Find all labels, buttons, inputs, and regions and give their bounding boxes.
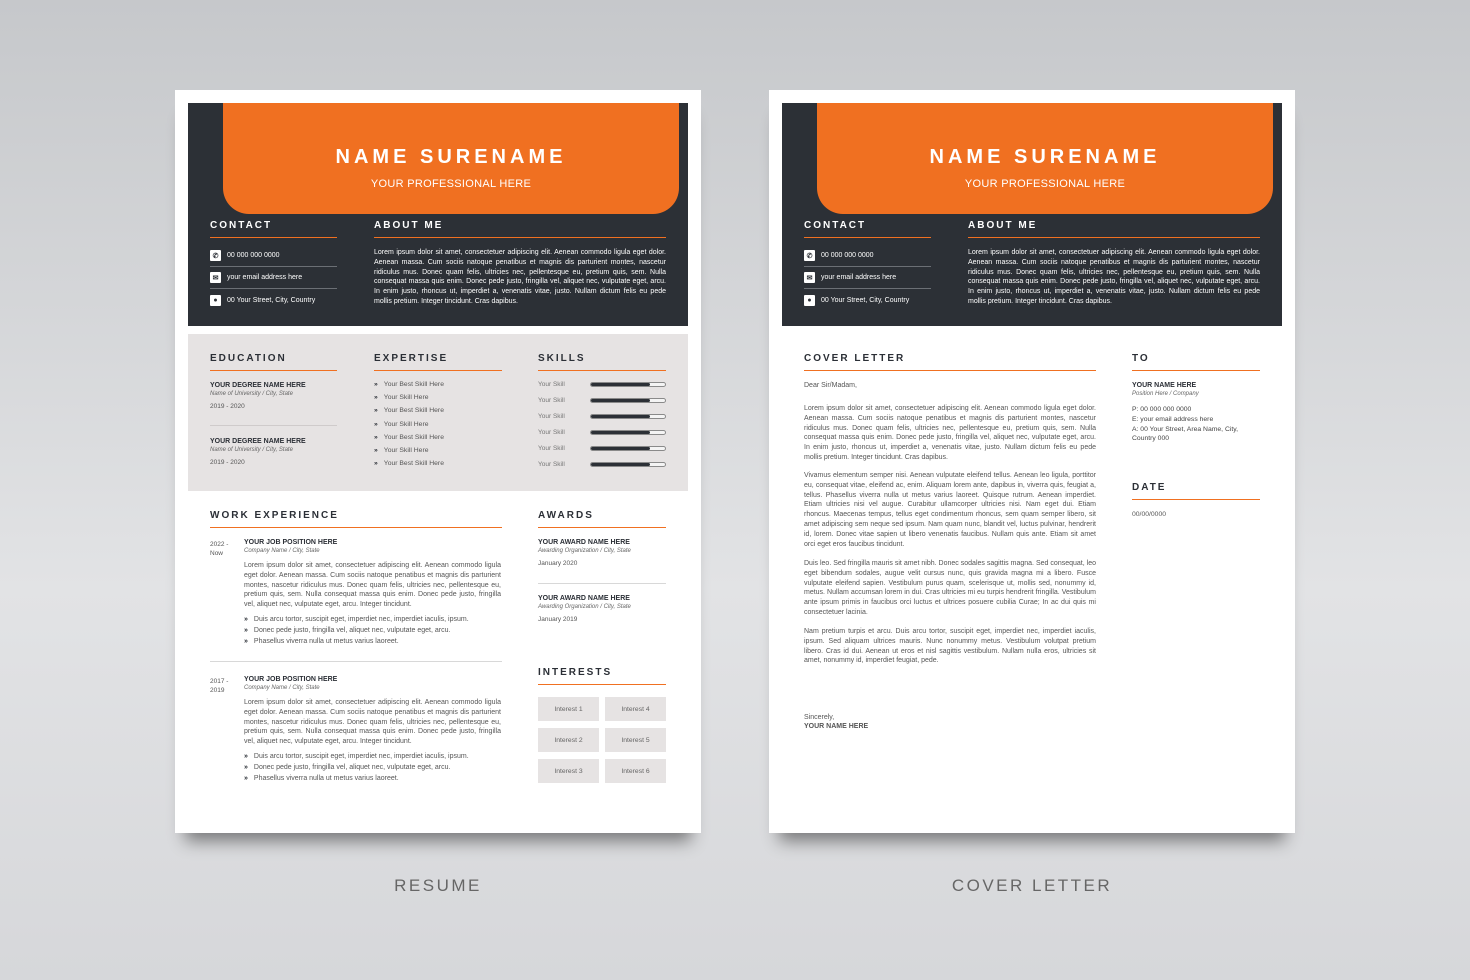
recipient-position: Position Here / Company — [1132, 391, 1199, 397]
contact-title: CONTACT — [804, 220, 931, 238]
interest-tag: Interest 6 — [605, 759, 666, 783]
signature-name: YOUR NAME HERE — [804, 723, 869, 730]
resume-sheet — [175, 90, 701, 833]
award-divider — [538, 583, 666, 584]
job-bullet: » Donec pede justo, fringilla vel, aliquet nec, vulputate eget, arcu. — [244, 763, 451, 771]
interest-tag: Interest 3 — [538, 759, 599, 783]
contact-address — [210, 289, 337, 311]
interest-tag: Interest 5 — [605, 728, 666, 752]
degree-name: YOUR DEGREE NAME HERE — [210, 438, 306, 445]
date-title: DATE — [1132, 482, 1260, 500]
award-name: YOUR AWARD NAME HERE — [538, 539, 630, 546]
to-title: TO — [1132, 353, 1260, 371]
resume-name-banner — [223, 103, 679, 214]
job-years: 2017 - 2019 — [210, 678, 229, 694]
salutation: Dear Sir/Madam, — [804, 382, 857, 389]
skill-bar — [590, 446, 666, 451]
university-name: Name of University / City, State — [210, 391, 293, 397]
award-org: Awarding Organization / City, State — [538, 604, 631, 610]
education-title: EDUCATION — [210, 353, 337, 371]
mail-icon: ✉ — [210, 272, 221, 283]
letter-paragraph: Duis leo. Sed fringilla mauris sit amet nibh. Donec sodales sagittis magna. Sed consequat, leo eget bibendum sodales, augue velit cursus nunc, quis gravida magna mi a libero. Fusce vulputate eleifend sapien. Vestibulum purus quam, scelerisque ut, mollis sed, nonummy id, metus. Nullam accumsan lorem in dui. Cras ultricies mi eu turpis hendrerit fringilla. Vestibulum ante ipsum primis in faucibus orci luctus et ultrices posuere cubilia Curae; In ac dui quis mi consectetuer lacinia. — [804, 560, 1096, 616]
job-description: Lorem ipsum dolor sit amet, consectetuer adipiscing elit. Aenean commodo ligula eget dolor. Aenean massa. Cum sociis natoque penatibus et magnis dis parturient montes, nascetur ridiculus mus. Donec quam felis, ultricies nec, pellentesque eu, pretium quis, sem. Nulla consequat massa quis enim. Donec pede justo, fringilla vel, aliquet nec, vulputate eget, arcu. Integer tincidunt. — [244, 699, 501, 746]
about-text: Lorem ipsum dolor sit amet, consectetuer adipiscing elit. Aenean commodo ligula eget dolor. Aenean massa. Cum sociis natoque penatibus et magnis dis parturient montes, nascetur ridiculus mus. Donec quam felis, ultricies nec, pellentesque eu, pretium quis, sem. Nulla consequat massa quis enim. Donec pede justo, fringilla vel, aliquet nec, vulputate eget, arcu. In enim justo, rhoncus ut, imperdiet a, venenatis vitae, justo. Nullam dictum felis eu pede mollis pretium. Integer tincidunt. Cras dapibus. — [374, 249, 666, 305]
expertise-title: EXPERTISE — [374, 353, 502, 371]
job-position: YOUR JOB POSITION HERE — [244, 539, 338, 546]
skill-row — [538, 397, 666, 413]
contact-phone-text: 00 000 000 0000 — [821, 252, 874, 259]
awards-title: AWARDS — [538, 510, 666, 528]
contact-email — [210, 267, 337, 289]
closing: Sincerely, — [804, 714, 835, 721]
degree-name: YOUR DEGREE NAME HERE — [210, 382, 306, 389]
location-pin-icon: ● — [804, 295, 815, 306]
job-years: 2022 - Now — [210, 541, 229, 557]
contact-email-text: your email address here — [227, 274, 303, 281]
cover-name-banner — [817, 103, 1273, 214]
job-entry — [244, 676, 501, 785]
letter-paragraph: Lorem ipsum dolor sit amet, consectetuer adipiscing elit. Aenean commodo ligula eget dolor. Aenean massa. Cum sociis natoque penatibus et magnis dis parturient montes, nascetur ridiculus mus. Donec quam felis, ultricies nec, pellentesque eu, pretium quis, sem. Nulla consequat massa quis enim. Donec pede justo, fringilla vel, aliquet nec, vulputate eget, arcu. In enim justo, rhoncus ut, imperdiet a, venenatis vitae, justo. Nullam dictum felis eu pede mollis pretium. Integer tincidunt. Cras dapibus. — [804, 405, 1096, 461]
phone-icon: ✆ — [210, 250, 221, 261]
interest-tag: Interest 4 — [605, 697, 666, 721]
job-entry — [244, 539, 501, 648]
letter-paragraph: Nam pretium turpis et arcu. Duis arcu tortor, suscipit eget, imperdiet nec, imperdiet iaculis, ipsum. Sed aliquam ultrices mauris. Nunc nonummy metus. Vestibulum volutpat pretium libero. Cras id dui. Aenean ut eros et nisl sagittis vestibulum. Nullam nulla eros, ultricies sit amet, nonummy id, imperdiet feugiat, pede. — [804, 628, 1096, 665]
skill-bar — [590, 462, 666, 467]
resume-name: NAME SURENAME — [335, 146, 567, 168]
job-company: Company Name / City, State — [244, 685, 320, 691]
skills-list — [538, 381, 666, 477]
mail-icon: ✉ — [804, 272, 815, 283]
contact-address-text: 00 Your Street, City, Country — [821, 296, 910, 304]
contact-email — [804, 267, 931, 289]
skill-bar — [590, 414, 666, 419]
location-pin-icon: ● — [210, 295, 221, 306]
about-title: ABOUT ME — [968, 220, 1260, 238]
interests-grid — [538, 697, 666, 783]
about-title: ABOUT ME — [374, 220, 666, 238]
job-bullet: » Duis arcu tortor, suscipit eget, imperdiet nec, imperdiet iaculis, ipsum. — [244, 752, 469, 760]
job-company: Company Name / City, State — [244, 548, 320, 554]
award-date: January 2020 — [538, 560, 578, 567]
job-description: Lorem ipsum dolor sit amet, consectetuer adipiscing elit. Aenean commodo ligula eget dolor. Aenean massa. Cum sociis natoque penatibus et magnis dis parturient montes, nascetur ridiculus mus. Donec quam felis, ultricies nec, pellentesque eu, pretium quis, sem. Nulla consequat massa quis enim. Donec pede justo, fringilla vel, aliquet nec, vulputate eget, arcu. Integer tincidunt. — [244, 562, 501, 609]
award-name: YOUR AWARD NAME HERE — [538, 595, 630, 602]
cover-letter-caption: COVER LETTER — [951, 876, 1113, 895]
interest-tag: Interest 2 — [538, 728, 599, 752]
job-bullet: » Duis arcu tortor, suscipit eget, imperdiet nec, imperdiet iaculis, ipsum. — [244, 615, 469, 623]
education-years: 2019 - 2020 — [210, 403, 245, 410]
education-item — [210, 382, 337, 410]
interest-tag: Interest 1 — [538, 697, 599, 721]
recipient-email: E: your email address here — [1132, 415, 1214, 423]
cover-letter-sheet — [769, 90, 1295, 833]
expertise-item: » Your Best Skill Here — [374, 407, 444, 415]
cover-profession: YOUR PROFESSIONAL HERE — [964, 178, 1126, 190]
contact-title: CONTACT — [210, 220, 337, 238]
work-experience-title: WORK EXPERIENCE — [210, 510, 502, 528]
skill-label: Your Skill — [538, 381, 565, 388]
job-bullets — [244, 616, 501, 648]
letter-paragraph: Vivamus elementum semper nisi. Aenean vulputate eleifend tellus. Aenean leo ligula, porttitor eu, consequat vitae, eleifend ac, enim. Aliquam lorem ante, dapibus in, viverra quis, feugiat a, tellus. Phasellus viverra nulla ut metus varius laoreet. Quisque rutrum. Aenean imperdiet. Etiam ultricies nisi vel augue. Curabitur ullamcorper ultricies nisi. Nam eget dui. Etiam rhoncus. Maecenas tempus, tellus eget condimentum rhoncus, sem quam semper libero, sit amet adipiscing sem neque sed ipsum. Nam quam nunc, blandit vel, luctus pulvinar, hendrerit id, lorem. Donec vitae sapien ut libero venenatis faucibus. Nullam quis ante. Etiam sit amet orci eget eros faucibus tincidunt. — [804, 472, 1096, 548]
expertise-list — [374, 381, 444, 473]
recipient-block — [1132, 382, 1260, 444]
job-divider — [210, 661, 502, 662]
cover-letter-title: COVER LETTER — [804, 353, 1096, 371]
skill-label: Your Skill — [538, 445, 565, 452]
skill-bar — [590, 430, 666, 435]
job-bullet: » Phasellus viverra nulla ut metus varius laoreet. — [244, 637, 399, 645]
skill-label: Your Skill — [538, 429, 565, 436]
university-name: Name of University / City, State — [210, 447, 293, 453]
contact-address-text: 00 Your Street, City, Country — [227, 296, 316, 304]
job-bullet: » Phasellus viverra nulla ut metus varius laoreet. — [244, 774, 399, 782]
skill-row — [538, 429, 666, 445]
resume-caption: RESUME — [394, 876, 482, 895]
skill-label: Your Skill — [538, 413, 565, 420]
education-years: 2019 - 2020 — [210, 459, 245, 466]
recipient-details — [1132, 405, 1260, 444]
recipient-name: YOUR NAME HERE — [1132, 382, 1197, 389]
expertise-item: » Your Best Skill Here — [374, 460, 444, 468]
expertise-item: » Your Best Skill Here — [374, 381, 444, 388]
skill-row — [538, 461, 666, 477]
education-item — [210, 438, 337, 466]
job-position: YOUR JOB POSITION HERE — [244, 676, 338, 683]
skill-row — [538, 445, 666, 461]
expertise-item: » Your Best Skill Here — [374, 433, 444, 441]
contact-address — [804, 289, 931, 311]
award-date: January 2019 — [538, 616, 578, 623]
skill-label: Your Skill — [538, 461, 565, 468]
award-item — [538, 539, 666, 567]
date-value: 00/00/0000 — [1132, 511, 1167, 518]
expertise-item: » Your Skill Here — [374, 446, 429, 454]
recipient-phone: P: 00 000 000 0000 — [1132, 406, 1192, 413]
award-item — [538, 595, 666, 623]
contact-email-text: your email address here — [821, 274, 897, 281]
job-bullets — [244, 753, 501, 785]
skill-label: Your Skill — [538, 397, 565, 404]
skill-row — [538, 413, 666, 429]
skill-bar — [590, 398, 666, 403]
resume-profession: YOUR PROFESSIONAL HERE — [370, 178, 532, 190]
contact-phone — [210, 245, 337, 267]
skill-row — [538, 381, 666, 397]
education-divider — [210, 425, 337, 426]
skill-bar — [590, 382, 666, 387]
skills-title: SKILLS — [538, 353, 666, 371]
interests-title: INTERESTS — [538, 667, 666, 685]
job-bullet: » Donec pede justo, fringilla vel, aliquet nec, vulputate eget, arcu. — [244, 626, 451, 634]
about-text: Lorem ipsum dolor sit amet, consectetuer adipiscing elit. Aenean commodo ligula eget dolor. Aenean massa. Cum sociis natoque penatibus et magnis dis parturient montes, nascetur ridiculus mus. Donec quam felis, ultricies nec, pellentesque eu, pretium quis, sem. Nulla consequat massa quis enim. Donec pede justo, fringilla vel, aliquet nec, vulputate eget, arcu. In enim justo, rhoncus ut, imperdiet a, venenatis vitae, justo. Nullam dictum felis eu pede mollis pretium. Integer tincidunt. Cras dapibus. — [968, 249, 1260, 305]
award-org: Awarding Organization / City, State — [538, 548, 631, 554]
contact-phone — [804, 245, 931, 267]
contact-phone-text: 00 000 000 0000 — [227, 252, 280, 259]
cover-name: NAME SURENAME — [929, 146, 1161, 168]
recipient-address: A: 00 Your Street, Area Name, City, Country 000 — [1132, 425, 1239, 443]
expertise-item: » Your Skill Here — [374, 394, 429, 402]
phone-icon: ✆ — [804, 250, 815, 261]
expertise-item: » Your Skill Here — [374, 420, 429, 428]
